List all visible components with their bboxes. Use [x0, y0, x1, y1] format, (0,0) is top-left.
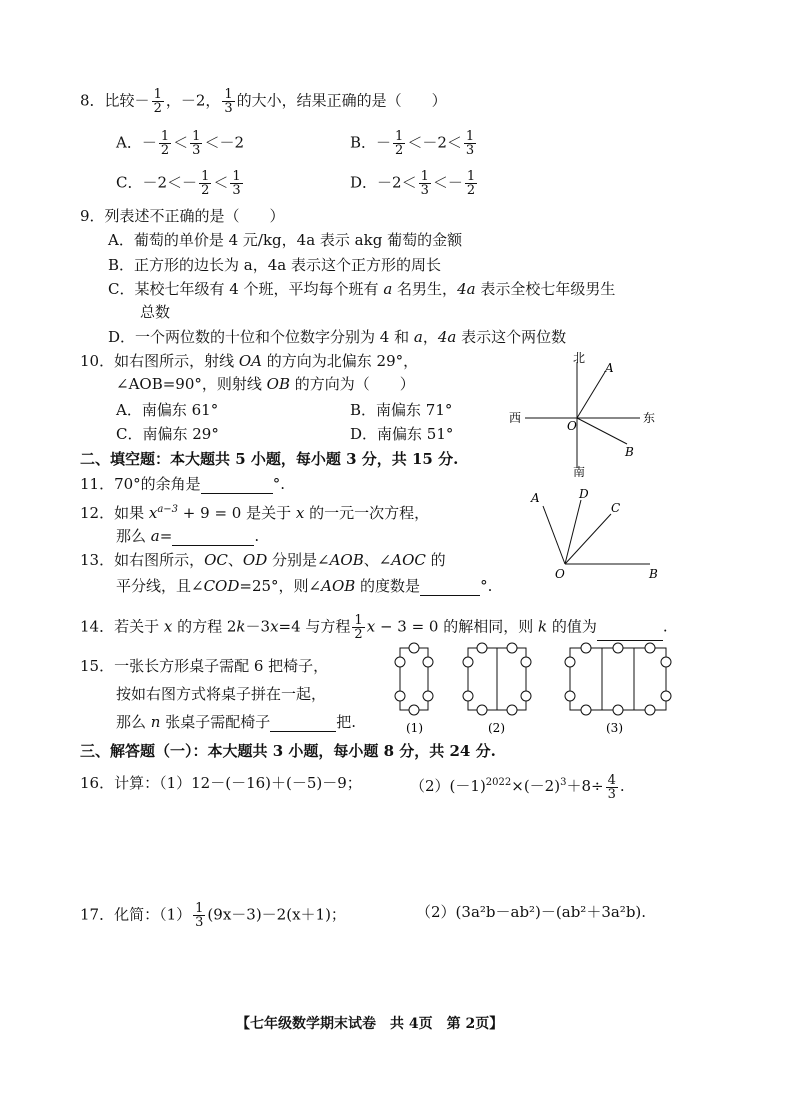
q8-stem: 8．比较－ $\frac{1}{2}$ ，－2， $\frac{1}{3}$ 的大小，结果正确的是（ ）: [80, 87, 447, 116]
q10-line2: ∠AOB=90°，则射线 OB 的方向为（ ）: [116, 375, 415, 393]
q13-line1: 13．如右图所示，OC、OD 分别是∠AOB、∠AOC 的: [80, 551, 446, 569]
label-east: 东: [643, 411, 656, 425]
q9-option-c-cont: 总数: [140, 303, 171, 321]
label-c: C: [611, 501, 621, 515]
answer-blank[interactable]: [172, 529, 254, 546]
label-b: B: [625, 445, 634, 459]
label-a: A: [605, 361, 614, 375]
q15-line1: 15．一张长方形桌子需配 6 把椅子，: [80, 657, 329, 675]
q9-option-d[interactable]: D．一个两位数的十位和个位数字分别为 4 和 a，4a 表示这个两位数: [108, 328, 567, 346]
q8-option-d[interactable]: D．－2＜ $\frac{1}{3}$ ＜－ $\frac{1}{2}$: [350, 169, 476, 198]
answer-blank[interactable]: [201, 477, 273, 494]
answer-blank[interactable]: [597, 624, 663, 641]
q16-part1: 16．计算：（1）12－(－16)＋(－5)－9；: [80, 774, 362, 792]
q8-option-c[interactable]: C．－2＜－ $\frac{1}{2}$ ＜ $\frac{1}{3}$: [116, 169, 241, 198]
fig-label-1: (1): [406, 721, 423, 735]
q9-stem: 9．列表述不正确的是（ ）: [80, 207, 285, 225]
answer-blank[interactable]: [420, 579, 480, 596]
q13-angle-figure: [525, 486, 665, 582]
q9-option-b[interactable]: B．正方形的边长为 a，4a 表示这个正方形的周长: [108, 256, 441, 274]
q13-line2: 平分线，且∠COD=25°，则∠AOB 的度数是 °.: [116, 577, 493, 595]
q17-part2: （2）(3a²b－ab²)－(ab²＋3a²b).: [416, 903, 647, 921]
label-west: 西: [509, 411, 522, 425]
fig-label-3: (3): [606, 721, 623, 735]
label-d: D: [579, 487, 589, 501]
q15-tables-figure: [388, 640, 688, 736]
label-o: O: [567, 419, 577, 433]
fraction: $\frac{1}{2}$: [153, 87, 162, 116]
label-south: 南: [573, 465, 586, 479]
q16-part2: $(2)(-1)^{2022}\times(-2)^3+8\div$ $\frac{4}{3}$ .: [410, 772, 625, 802]
q12-line2: 那么 a= .: [116, 527, 260, 545]
section-3-heading: 三、解答题（一）：本大题共 3 小题，每小题 8 分，共 24 分.: [80, 742, 496, 760]
q9-option-c[interactable]: C．某校七年级有 4 个班，平均每个班有 a 名男生，4a 表示全校七年级男生: [108, 280, 616, 298]
label-b: B: [649, 567, 658, 581]
q10-compass-figure: [505, 350, 675, 479]
page-footer: 【七年级数学期末试卷 共 4页 第 2页】: [236, 1016, 504, 1032]
q17-part1: 17．化简：（1） $\frac{1}{3}$ (9x－3)－2(x＋1)；: [80, 901, 346, 930]
q10-option-d[interactable]: D．南偏东 51°: [350, 425, 454, 443]
fraction: $\frac{1}{3}$: [224, 87, 233, 116]
q10-option-c[interactable]: C．南偏东 29°: [116, 425, 219, 443]
q15-line3: 那么 n 张桌子需配椅子 把.: [116, 713, 357, 731]
section-2-heading: 二、填空题：本大题共 5 小题，每小题 3 分，共 15 分.: [80, 450, 459, 468]
answer-blank[interactable]: [270, 715, 336, 732]
label-north: 北: [573, 351, 586, 365]
q10-line1: 10．如右图所示，射线 OA 的方向为北偏东 29°，: [80, 352, 419, 370]
q8-option-b[interactable]: B．－ $\frac{1}{2}$ ＜－2＜ $\frac{1}{3}$: [350, 129, 475, 158]
label-o: O: [555, 567, 565, 581]
q10-option-a[interactable]: A．南偏东 61°: [116, 401, 219, 419]
q9-option-a[interactable]: A．葡萄的单价是 4 元/kg，4a 表示 akg 葡萄的金额: [108, 231, 463, 249]
fig-label-2: (2): [488, 721, 505, 735]
q10-option-b[interactable]: B．南偏东 71°: [350, 401, 453, 419]
q8-option-a[interactable]: A．－ $\frac{1}{2}$ ＜ $\frac{1}{3}$ ＜－2: [116, 129, 244, 158]
q15-line2: 按如右图方式将桌子拼在一起，: [116, 685, 327, 703]
label-a: A: [531, 491, 540, 505]
q14: 14．若关于 x 的方程 2k－3x=4 与方程 $\frac{1}{2}$ x − 3 = 0 的解相同，则 k 的值为 .: [80, 613, 668, 642]
q11: 11．70°的余角是 °.: [80, 475, 285, 493]
q12-line1: 12．如果 $x^{a-3} + 9 = 0$ 是关于 x 的一元一次方程，: [80, 504, 430, 522]
